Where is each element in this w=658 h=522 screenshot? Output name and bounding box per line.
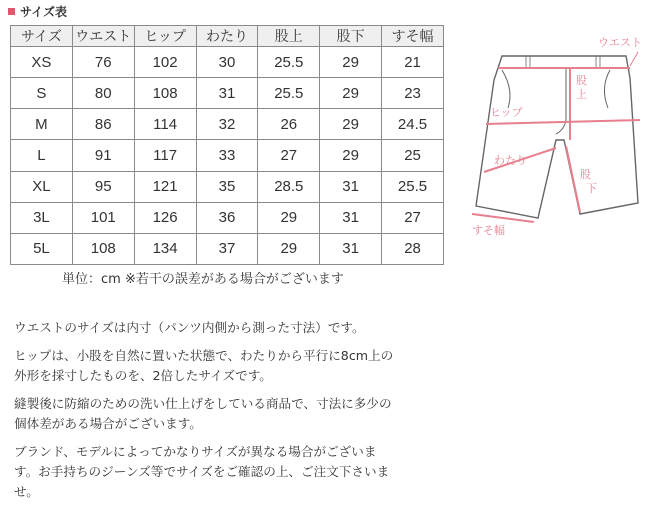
table-header-cell: 股上 <box>258 26 320 47</box>
note-hip: ヒップは、小股を自然に置いた状態で、わたりから平行に8cm上の 外形を採寸したものを、2倍したサイズです。 <box>14 348 394 383</box>
shorts-outline <box>476 56 638 218</box>
note-waist: ウエストのサイズは内寸（パンツ内側から測った寸法）です。 <box>14 320 365 335</box>
measurement-cell: 86 <box>72 109 134 140</box>
section-title-text: サイズ表 <box>20 4 68 19</box>
measurement-cell: 35 <box>196 171 258 202</box>
size-table <box>10 25 444 265</box>
table-header-row <box>11 26 444 47</box>
label-inseam-1: 股 <box>580 168 591 181</box>
measurement-cell: 29 <box>320 140 382 171</box>
measurement-cell: 108 <box>134 78 196 109</box>
measurement-cell: 29 <box>258 233 320 264</box>
measurement-cell: 26 <box>258 109 320 140</box>
measurement-cell: 29 <box>320 78 382 109</box>
table-row <box>11 78 444 109</box>
measurement-cell: 29 <box>320 109 382 140</box>
measurement-cell: 28.5 <box>258 171 320 202</box>
measurement-cell: 33 <box>196 140 258 171</box>
measurement-cell: 95 <box>72 171 134 202</box>
measurement-cell: 25.5 <box>382 171 444 202</box>
measurement-cell: 25.5 <box>258 47 320 78</box>
table-header-cell: 股下 <box>320 26 382 47</box>
measurement-cell: 31 <box>320 202 382 233</box>
note-shrink: 縫製後に防縮のための洗い仕上げをしている商品で、寸法に多少の 個体差がある場合がございます。 <box>14 396 392 431</box>
notes <box>14 318 444 510</box>
label-rise-1: 股 <box>576 74 587 87</box>
section-marker <box>8 8 15 15</box>
size-cell: 3L <box>11 202 73 233</box>
measurement-cell: 126 <box>134 202 196 233</box>
table-row <box>11 109 444 140</box>
label-hip: ヒップ <box>490 106 523 119</box>
table-row <box>11 233 444 264</box>
label-inseam-2: 下 <box>586 182 597 195</box>
measurement-cell: 80 <box>72 78 134 109</box>
table-header-cell: ウエスト <box>72 26 134 47</box>
measurement-cell: 31 <box>320 171 382 202</box>
measurement-cell: 28 <box>382 233 444 264</box>
table-row <box>11 140 444 171</box>
measurement-cell: 108 <box>72 233 134 264</box>
label-rise-2: 上 <box>576 88 587 101</box>
table-header-cell: わたり <box>196 26 258 47</box>
measurement-cell: 32 <box>196 109 258 140</box>
label-hem: すそ幅 <box>472 224 505 237</box>
measurement-cell: 76 <box>72 47 134 78</box>
measurement-cell: 31 <box>196 78 258 109</box>
measurement-cell: 27 <box>382 202 444 233</box>
section-title <box>8 3 67 19</box>
note-brand: ブランド、モデルによってかなりサイズが異なる場合がございま す。お手持ちのジーンズ等でサイズをご確認の上、ご注文下さいま せ。 <box>14 444 390 499</box>
measurement-cell: 101 <box>72 202 134 233</box>
unit-note: 単位：cm ※若干の誤差がある場合がございます <box>62 272 344 287</box>
shorts-diagram <box>468 28 653 243</box>
measurement-cell: 29 <box>320 47 382 78</box>
measurement-cell: 37 <box>196 233 258 264</box>
measurement-cell: 27 <box>258 140 320 171</box>
size-cell: S <box>11 78 73 109</box>
measurement-cell: 23 <box>382 78 444 109</box>
table-row <box>11 202 444 233</box>
label-waist: ウエスト <box>598 36 642 49</box>
size-cell: XS <box>11 47 73 78</box>
size-cell: 5L <box>11 233 73 264</box>
measurement-cell: 29 <box>258 202 320 233</box>
measurement-cell: 134 <box>134 233 196 264</box>
table-header-cell: ヒップ <box>134 26 196 47</box>
size-cell: L <box>11 140 73 171</box>
measurement-cell: 31 <box>320 233 382 264</box>
measurement-cell: 102 <box>134 47 196 78</box>
label-thigh: わたり <box>494 154 527 167</box>
measurement-cell: 25.5 <box>258 78 320 109</box>
measurement-cell: 91 <box>72 140 134 171</box>
measurement-cell: 30 <box>196 47 258 78</box>
size-cell: M <box>11 109 73 140</box>
table-header-cell: すそ幅 <box>382 26 444 47</box>
shorts-diagram-svg <box>468 28 653 243</box>
measurement-cell: 24.5 <box>382 109 444 140</box>
measurement-cell: 121 <box>134 171 196 202</box>
size-cell: XL <box>11 171 73 202</box>
table-header-cell: サイズ <box>11 26 73 47</box>
measurement-cell: 117 <box>134 140 196 171</box>
table-row <box>11 171 444 202</box>
measurement-cell: 25 <box>382 140 444 171</box>
waist-pointer <box>630 52 638 66</box>
measurement-cell: 36 <box>196 202 258 233</box>
table-row <box>11 47 444 78</box>
measurement-cell: 114 <box>134 109 196 140</box>
table-body <box>11 47 444 265</box>
measurement-cell: 21 <box>382 47 444 78</box>
